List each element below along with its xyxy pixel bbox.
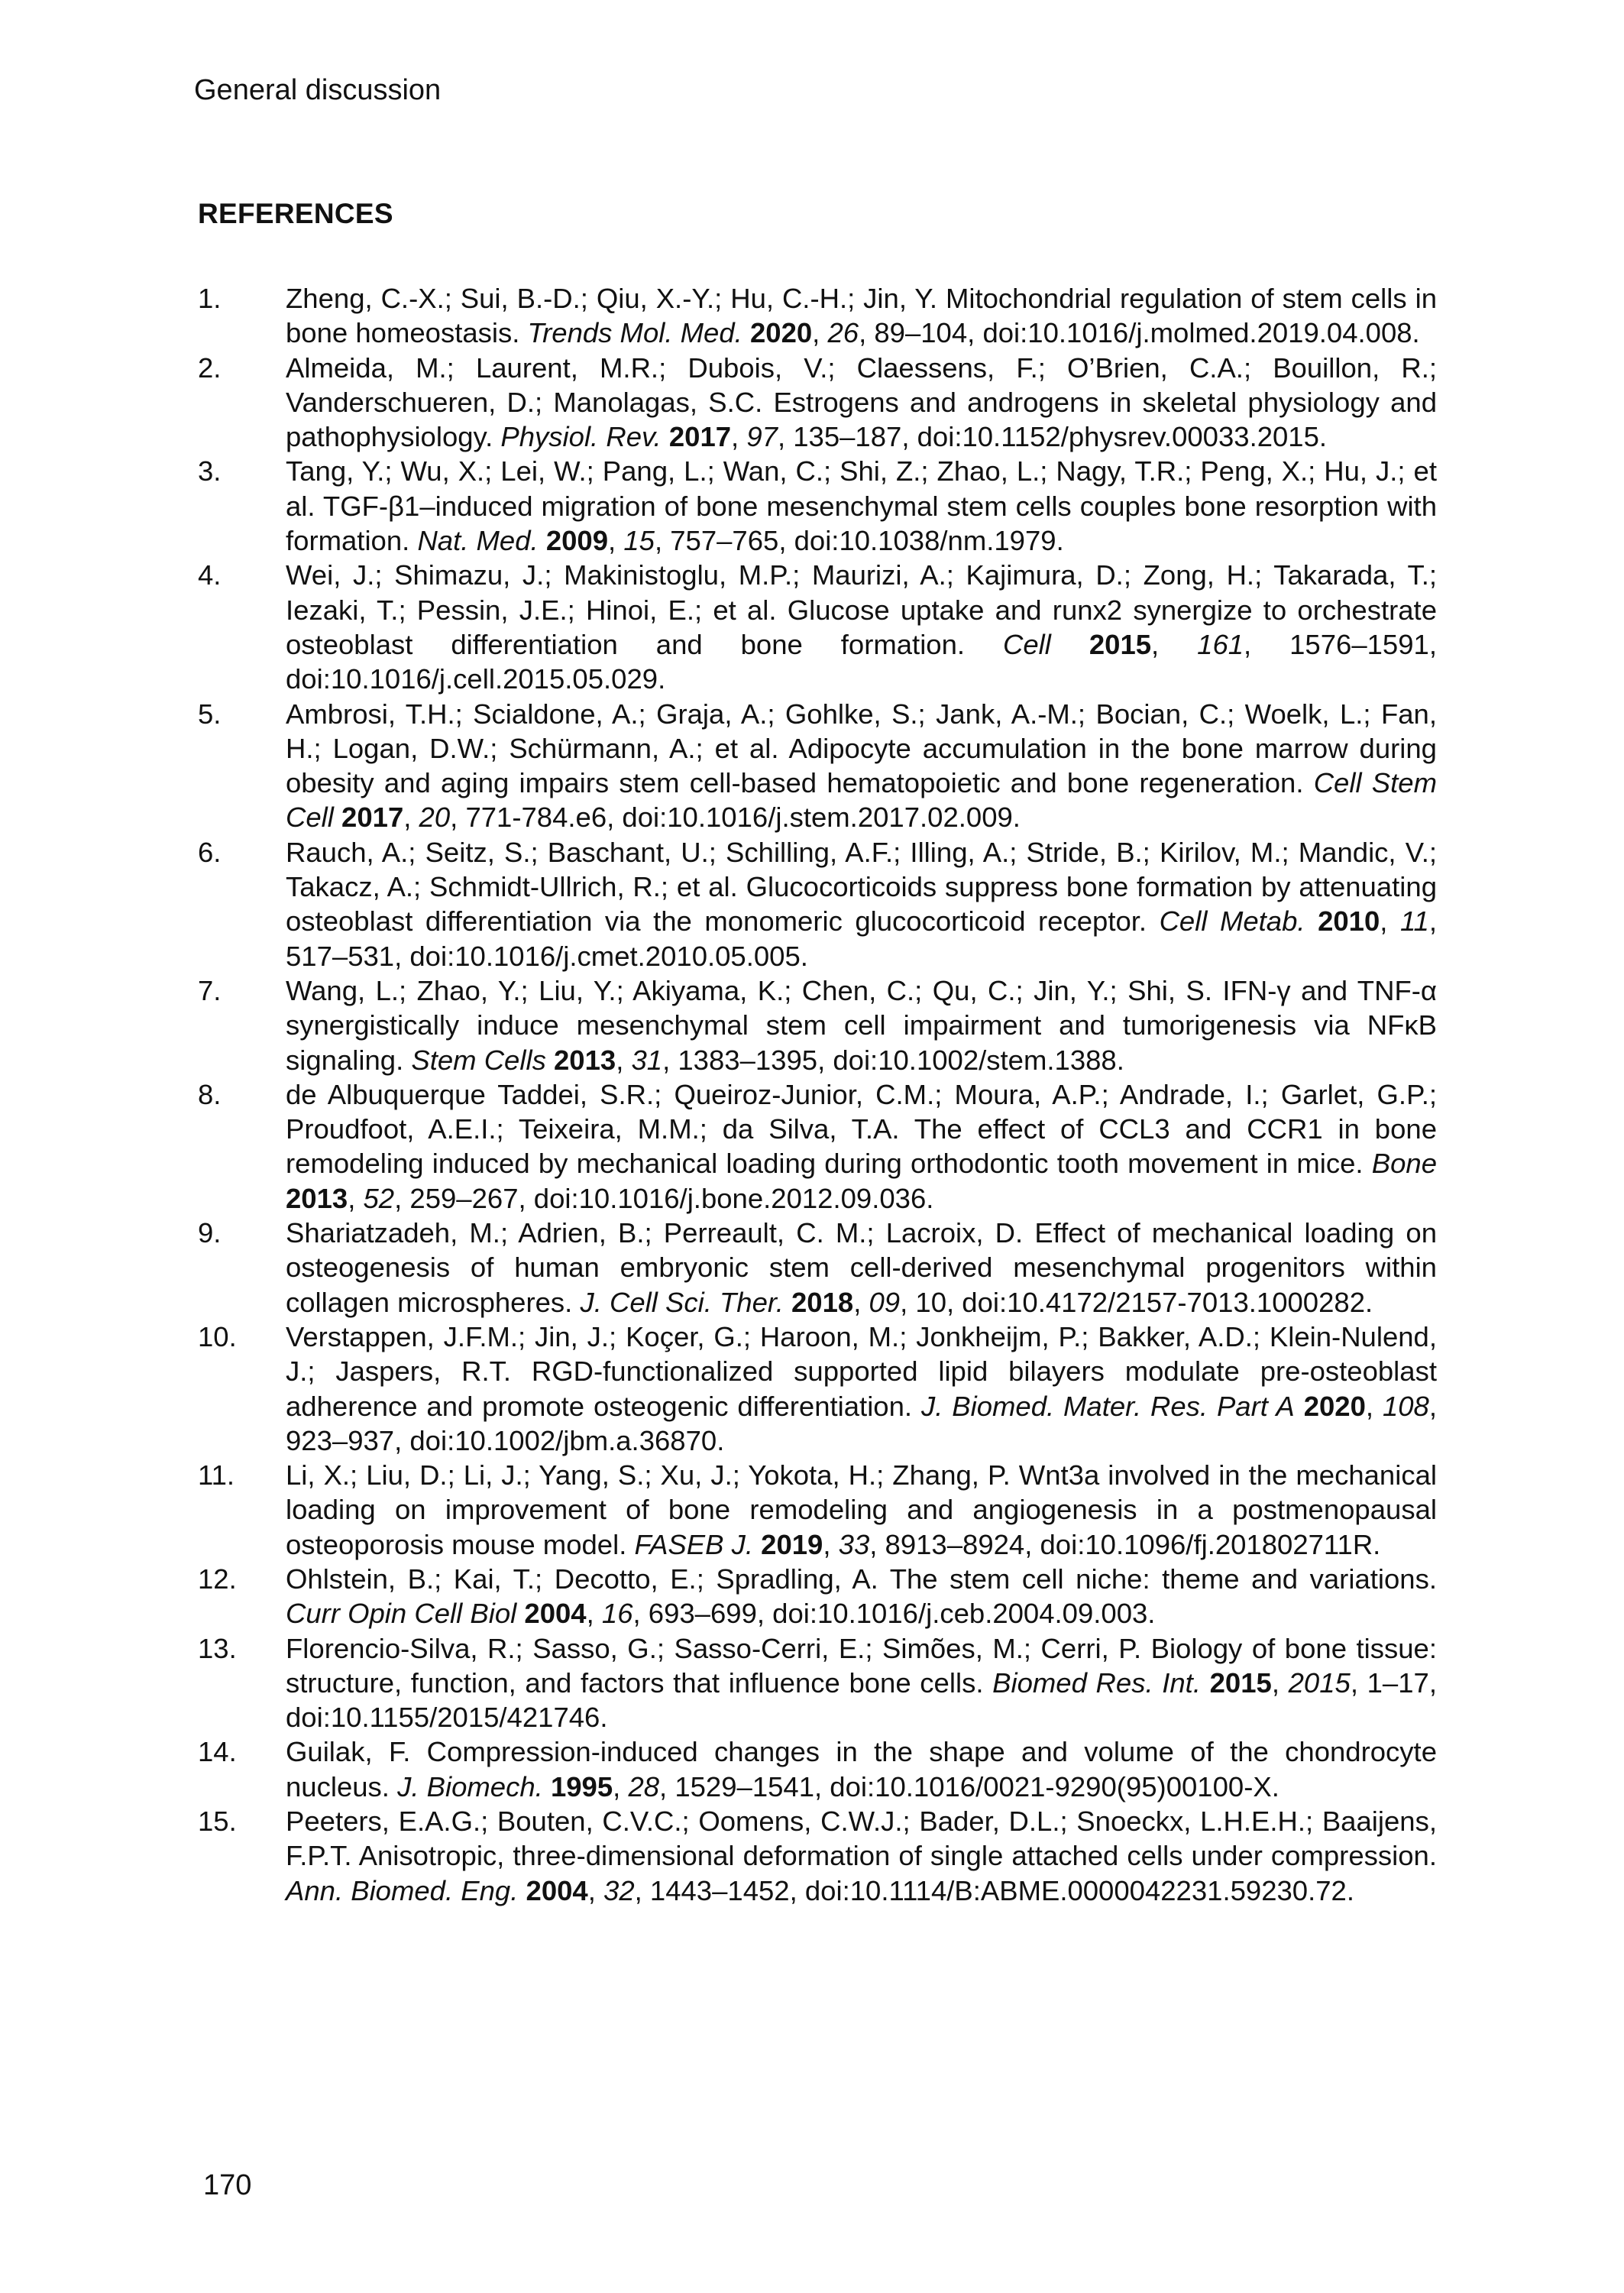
reference-text-segment: de Albuquerque Taddei, S.R.; Queiroz-Junior, C.M.; Moura, A.P.; Andrade, I.; Garlet, G.P.; Proudfoot, A.E.I.; Teixeira, M.M.; da Silva, T.A. The effect of CCL3 and CCR1 in bone remodeling induced by mechanical loading during orthodontic tooth movement in mice. [286, 1078, 1437, 1180]
reference-year: 2017 [341, 802, 404, 834]
reference-italic-text: 15 [623, 525, 655, 557]
reference-text-segment: Florencio-Silva, R.; Sasso, G.; Sasso-Cerri, E.; Simões, M.; Cerri, P. Biology of bone tissue: structure, function, and factors that influence bone cells. [286, 1632, 1437, 1699]
reference-text-segment [543, 1771, 551, 1802]
reference-year: 2009 [545, 525, 609, 557]
reference-text-segment [518, 1875, 526, 1906]
reference-text [286, 973, 1437, 1077]
reference-italic-text: Cell Metab. [1159, 905, 1305, 938]
reference-text-segment: , 8913–8924, doi:10.1096/fj.201802711R. [869, 1528, 1381, 1560]
reference-italic-text: Nat. Med. [417, 525, 539, 557]
reference-italic-text: 32 [603, 1874, 635, 1906]
reference-text-segment: , 1529–1541, doi:10.1016/0021-9290(95)00100-X. [659, 1770, 1279, 1802]
reference-text [286, 1077, 1437, 1216]
reference-number: 4. [198, 559, 222, 591]
reference-italic-text: Physiol. Rev. [500, 421, 662, 453]
reference-item [198, 1077, 1437, 1216]
reference-number: 12. [198, 1563, 237, 1595]
reference-text [286, 1320, 1437, 1458]
reference-italic-text: Ann. Biomed. Eng. [286, 1874, 519, 1906]
reference-text-segment: Zheng, C.-X.; Sui, B.-D.; Qiu, X.-Y.; Hu, C.-H.; Jin, Y. Mitochondrial regulation of stem cells in bone homeostasis. [286, 283, 1437, 349]
reference-text [286, 281, 1437, 351]
reference-text [286, 351, 1437, 455]
reference-number: 15. [198, 1806, 237, 1838]
reference-year: 2018 [791, 1286, 854, 1318]
reference-italic-text: 2015 [1288, 1666, 1351, 1699]
reference-number: 3. [198, 455, 222, 487]
reference-item [198, 1216, 1437, 1320]
reference-italic-text: 11 [1399, 905, 1429, 938]
reference-text-segment: , 259–267, doi:10.1016/j.bone.2012.09.036. [394, 1182, 934, 1214]
reference-text-segment [539, 525, 546, 556]
reference-number: 9. [198, 1217, 222, 1249]
reference-text-segment: , 89–104, doi:10.1016/j.molmed.2019.04.008. [859, 317, 1420, 349]
reference-number: 10. [198, 1320, 237, 1352]
reference-text-segment: , [812, 317, 828, 349]
reference-text-segment: Almeida, M.; Laurent, M.R.; Dubois, V.; Claessens, F.; O’Brien, C.A.; Bouillon, R.; Vanderschueren, D.; Manolagas, S.C. Estrogens and androgens in skeletal physiology and pathophysiology. [286, 351, 1437, 453]
reference-italic-text: 161 [1197, 628, 1244, 660]
reference-number: 6. [198, 836, 222, 868]
reference-text-segment: Peeters, E.A.G.; Bouten, C.V.C.; Oomens, C.W.J.; Bader, D.L.; Snoeckx, L.H.E.H.; Baaijens, F.P.T. Anisotropic, three-dimensional deformation of single attached cells under compression. [286, 1806, 1437, 1872]
reference-number: 14. [198, 1736, 237, 1768]
reference-year: 2004 [524, 1598, 587, 1630]
reference-item [198, 973, 1437, 1077]
reference-italic-text: Cell Stem Cell [286, 767, 1437, 834]
reference-text [286, 1458, 1437, 1562]
reference-text-segment: , 135–187, doi:10.1152/physrev.00033.2015. [777, 421, 1328, 453]
reference-italic-text: Bone [1371, 1148, 1437, 1180]
reference-text-segment: , [616, 1044, 632, 1076]
reference-italic-text: 28 [628, 1770, 660, 1802]
reference-text-segment [662, 421, 669, 452]
reference-text-segment: , 10, doi:10.4172/2157-7013.1000282. [900, 1286, 1373, 1318]
reference-text-segment [784, 1287, 791, 1318]
reference-text-segment: , [1151, 628, 1198, 660]
reference-italic-text: 97 [746, 421, 778, 453]
reference-text [286, 835, 1437, 973]
reference-text-segment: , 757–765, doi:10.1038/nm.1979. [654, 525, 1064, 557]
reference-text [286, 454, 1437, 558]
reference-item [198, 281, 1437, 351]
reference-text-segment: , 923–937, doi:10.1002/jbm.a.36870. [286, 1390, 1437, 1456]
reference-number: 5. [198, 698, 222, 730]
reference-text [286, 558, 1437, 696]
reference-text-segment [1295, 1391, 1304, 1422]
reference-italic-text: 31 [631, 1044, 663, 1076]
reference-text-segment: , [586, 1598, 602, 1630]
reference-item [198, 1734, 1437, 1804]
reference-year: 2017 [668, 421, 732, 453]
references-heading: REFERENCES [198, 198, 393, 229]
reference-italic-text: 108 [1382, 1390, 1429, 1422]
reference-number: 2. [198, 351, 222, 384]
reference-text-segment [753, 1529, 761, 1560]
reference-italic-text: 33 [838, 1528, 870, 1560]
reference-text-segment: , [853, 1286, 869, 1318]
reference-year: 2015 [1089, 628, 1152, 660]
reference-text [286, 1562, 1437, 1631]
reference-item [198, 1458, 1437, 1562]
reference-item [198, 351, 1437, 455]
reference-year: 2015 [1209, 1666, 1272, 1699]
reference-year: 1995 [550, 1770, 613, 1802]
reference-italic-text: Cell [1003, 628, 1051, 660]
reference-year: 2020 [1303, 1390, 1366, 1422]
reference-italic-text: 20 [419, 802, 451, 834]
reference-text-segment [1305, 905, 1318, 937]
reference-text-segment: , 1443–1452, doi:10.1114/B:ABME.0000042231.59230.72. [634, 1874, 1354, 1906]
reference-text-segment: , [613, 1770, 629, 1802]
reference-text-segment: , [731, 421, 747, 453]
reference-item [198, 454, 1437, 558]
reference-italic-text: 26 [827, 317, 859, 349]
reference-italic-text: 09 [869, 1286, 901, 1318]
reference-text-segment [334, 802, 341, 833]
reference-text-segment: , [1380, 905, 1400, 938]
reference-italic-text: Biomed Res. Int. [992, 1666, 1201, 1699]
reference-italic-text: FASEB J. [634, 1528, 753, 1560]
reference-number: 11. [198, 1459, 235, 1491]
reference-year: 2020 [749, 317, 813, 349]
reference-text-segment: , [587, 1874, 604, 1906]
reference-number: 7. [198, 974, 222, 1006]
reference-text-segment: Ohlstein, B.; Kai, T.; Decotto, E.; Spradling, A. The stem cell niche: theme and variations. [286, 1563, 1437, 1595]
reference-italic-text: J. Biomed. Mater. Res. Part A [920, 1390, 1295, 1422]
reference-number: 1. [198, 283, 222, 314]
reference-text-segment [516, 1598, 524, 1629]
reference-text-segment: Rauch, A.; Seitz, S.; Baschant, U.; Schilling, A.F.; Illing, A.; Stride, B.; Kirilov, M.; Mandic, V.; Takacz, A.; Schmidt-Ullrich, R.; et al. Glucocorticoids suppress bone formation by attenuating osteoblast differentiation via the monomeric glucocorticoid receptor. [286, 836, 1437, 938]
reference-text-segment: , 1576–1591, doi:10.1016/j.cell.2015.05.029. [286, 628, 1437, 695]
reference-number: 13. [198, 1632, 237, 1664]
reference-text [286, 1631, 1437, 1735]
reference-italic-text: Curr Opin Cell Biol [286, 1598, 517, 1630]
reference-text [286, 1734, 1437, 1804]
reference-italic-text: Trends Mol. Med. [527, 317, 742, 349]
reference-text-segment [1201, 1667, 1210, 1699]
reference-year: 2004 [526, 1874, 588, 1906]
reference-text-segment: , [348, 1182, 364, 1214]
reference-year: 2019 [761, 1528, 823, 1560]
page-number: 170 [203, 2169, 252, 2201]
running-header: General discussion [194, 74, 442, 106]
reference-item [198, 1562, 1437, 1631]
reference-italic-text: 16 [601, 1598, 633, 1630]
reference-text-segment: Tang, Y.; Wu, X.; Lei, W.; Pang, L.; Wan, C.; Shi, Z.; Zhao, L.; Nagy, T.R.; Peng, X.; Hu, J.; et al. TGF-β1–induced migration of bone mesenchymal stem cells couples bone resorption with formation. [286, 455, 1437, 557]
reference-number: 8. [198, 1078, 222, 1110]
reference-text [286, 1804, 1437, 1908]
reference-italic-text: J. Biomech. [397, 1770, 543, 1802]
reference-text-segment: , 1–17, doi:10.1155/2015/421746. [286, 1666, 1437, 1734]
reference-text-segment: Li, X.; Liu, D.; Li, J.; Yang, S.; Xu, J.; Yokota, H.; Zhang, P. Wnt3a involved in the mechanical loading on improvement of bone remodeling and angiogenesis in a postmenopausal osteoporosis mouse model. [286, 1459, 1437, 1560]
reference-text-segment: Wei, J.; Shimazu, J.; Makinistoglu, M.P.; Maurizi, A.; Kajimura, D.; Zong, H.; Takarada, T.; Iezaki, T.; Pessin, J.E.; Hinoi, E.; et al. Glucose uptake and runx2 synergize to orchestrate osteoblast differentiation and bone formation. [286, 559, 1437, 660]
reference-text-segment: , [403, 802, 419, 834]
reference-item [198, 697, 1437, 835]
reference-text-segment [546, 1044, 554, 1076]
reference-text-segment: , 517–531, doi:10.1016/j.cmet.2010.05.005. [286, 905, 1437, 972]
reference-italic-text: J. Cell Sci. Ther. [580, 1286, 784, 1318]
reference-item [198, 1804, 1437, 1908]
reference-italic-text: Stem Cells [411, 1044, 546, 1076]
reference-list [198, 281, 1437, 1908]
reference-text-segment: Wang, L.; Zhao, Y.; Liu, Y.; Akiyama, K.; Chen, C.; Qu, C.; Jin, Y.; Shi, S. IFN-γ and TNF-α synergistically induce mesenchymal stem cell impairment and tumorigenesis via NFκB signaling. [286, 974, 1437, 1076]
reference-item [198, 1631, 1437, 1735]
reference-item [198, 1320, 1437, 1458]
reference-text-segment: , [1271, 1666, 1289, 1699]
reference-text [286, 1216, 1437, 1320]
reference-year: 2013 [286, 1182, 348, 1214]
reference-text-segment: , [823, 1528, 839, 1560]
reference-text-segment: Ambrosi, T.H.; Scialdone, A.; Graja, A.; Gohlke, S.; Jank, A.-M.; Bocian, C.; Woelk, L.; Fan, H.; Logan, D.W.; Schürmann, A.; et al. Adipocyte accumulation in the bone marrow during obesity and aging impairs stem cell-based hematopoietic and bone regeneration. [286, 698, 1437, 799]
reference-text-segment [1051, 629, 1089, 660]
reference-item [198, 835, 1437, 973]
reference-text-segment: , [608, 525, 624, 557]
reference-text-segment: Verstappen, J.F.M.; Jin, J.; Koçer, G.; Haroon, M.; Jonkheijm, P.; Bakker, A.D.; Klein-Nulend, J.; Jaspers, R.T. RGD-functionalized supported lipid bilayers modulate pre-osteoblast adherence and promote osteogenic differentiation. [286, 1320, 1437, 1422]
reference-text-segment: , 693–699, doi:10.1016/j.ceb.2004.09.003. [632, 1598, 1156, 1630]
reference-year: 2010 [1318, 905, 1380, 938]
reference-italic-text: 52 [363, 1182, 395, 1214]
reference-text-segment: , 771-784.e6, doi:10.1016/j.stem.2017.02.009. [450, 802, 1021, 834]
reference-text-segment: Shariatzadeh, M.; Adrien, B.; Perreault, C. M.; Lacroix, D. Effect of mechanical loading on osteogenesis of human embryonic stem cell-derived mesenchymal progenitors within collagen microspheres. [286, 1217, 1437, 1318]
reference-text-segment: , [1365, 1390, 1383, 1422]
reference-text-segment: , 1383–1395, doi:10.1002/stem.1388. [662, 1044, 1124, 1076]
reference-item [198, 558, 1437, 696]
reference-text [286, 697, 1437, 835]
reference-text-segment: Guilak, F. Compression-induced changes in the shape and volume of the chondrocyte nucleus. [286, 1736, 1437, 1802]
reference-year: 2013 [553, 1044, 616, 1076]
reference-text-segment [742, 317, 750, 348]
